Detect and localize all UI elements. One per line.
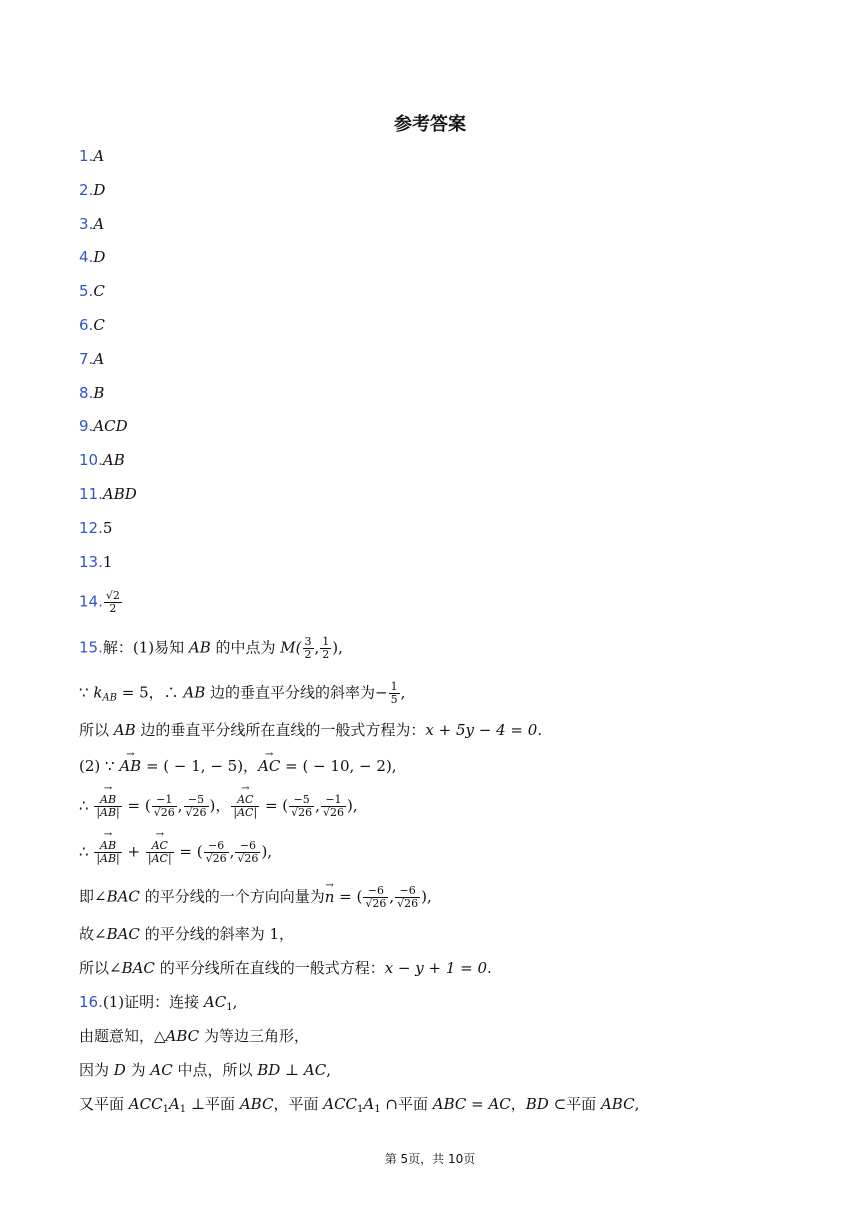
q16-line-3: 因为 D 为 AC 中点，所以 BD ⊥ AC, xyxy=(79,1061,332,1079)
q15-line-7: 即∠BAC 的平分线的一个方向向量为→ n = ( $\frac{-6}{√26}$ , $\frac{-6}{√26}$ ), xyxy=(79,885,432,910)
q15-line-8: 故∠BAC 的平分线的斜率为 1， xyxy=(79,925,295,943)
question-number: 5. xyxy=(79,282,94,301)
q15-line-3: 所以 AB 边的垂直平分线所在直线的一般式方程为：x + 5y − 4 = 0. xyxy=(79,721,543,739)
question-number: 4. xyxy=(79,248,94,267)
answer-value: C xyxy=(93,282,105,301)
page-footer: 第 5页，共 10页 xyxy=(384,1152,476,1166)
answer-row xyxy=(79,349,104,369)
q15-line-6: ∴ → $\frac{AB}{|AB|}$ + → $\frac{AC}{|AC|}$ = ( $\frac{-6}{√26}$ , $\frac{-6}{√26}$ ), xyxy=(79,840,272,865)
q15-line-2: ∵ $k_{AB} = 5$，∴ AB 边的垂直平分线的斜率为− $\frac{1}{5}$ , xyxy=(79,680,406,706)
answer-value: 1 xyxy=(102,552,113,571)
question-number: 15. xyxy=(79,638,103,657)
q15-line-9: 所以∠BAC 的平分线所在直线的一般式方程：x − y + 1 = 0. xyxy=(79,959,492,977)
question-number: 9. xyxy=(79,417,94,436)
q16-line-4: 又平面 $ACC_1A_1$ ⊥平面 ABC，平面 $ACC_1A_1$ ∩平面 ABC = AC，BD ⊂平面 ABC, xyxy=(79,1095,640,1115)
answer-value: A xyxy=(93,147,105,165)
q15-line-1: 15.解：(1)易知 AB 的中点为 M( $\frac{3}{2}$ , $\frac{1}{2}$ ), xyxy=(79,635,343,661)
question-number: 10. xyxy=(79,451,103,470)
question-number: 8. xyxy=(79,383,94,402)
question-number: 12. xyxy=(79,518,103,537)
answer-row xyxy=(79,450,125,470)
fraction: $\frac{√2}{2}$ xyxy=(105,589,120,615)
page-title: 参考答案 xyxy=(394,114,466,135)
question-number: 7. xyxy=(79,349,94,368)
answer-row xyxy=(79,518,112,538)
question-number: 3. xyxy=(79,214,94,233)
question-number: 16. xyxy=(79,993,103,1011)
q16-line-1: 16.(1)证明：连接 $AC_1$, xyxy=(79,993,238,1013)
question-number: 6. xyxy=(79,316,94,334)
answer-value: B xyxy=(93,383,105,402)
question-number: 14. xyxy=(79,592,103,611)
answer-row xyxy=(79,315,105,335)
answer-value: ACD xyxy=(93,417,128,436)
answer-row xyxy=(79,552,112,572)
answer-row xyxy=(79,416,128,436)
answer-value: A xyxy=(93,349,105,368)
answer-value: 5 xyxy=(102,518,113,537)
answer-row xyxy=(79,214,104,234)
answer-value: AB xyxy=(102,451,125,470)
answer-row xyxy=(79,247,105,267)
q15-line-5: ∴ → $\frac{AB}{|AB|}$ = ( $\frac{-1}{√26}$ , $\frac{-5}{√26}$ )， → $\frac{AC}{|AC|}$ = ( $\frac{-5}{√26}$ , $\frac{-1}{√26}$ ), xyxy=(79,794,358,819)
answer-row xyxy=(79,484,137,504)
answer-row xyxy=(79,383,104,403)
q15-line-4: (2) ∵ → AB = ( − 1, − 5)，→ AC = ( − 10, − 2), xyxy=(79,756,397,776)
answer-value: ABD xyxy=(102,485,137,503)
answer-row xyxy=(79,281,105,301)
answer-row xyxy=(79,180,105,200)
answer-row xyxy=(79,146,104,166)
question-number: 11. xyxy=(79,485,103,503)
question-number: 1. xyxy=(79,147,94,165)
answer-value: C xyxy=(93,316,105,334)
answer-14 xyxy=(79,590,123,615)
answer-value: A xyxy=(93,214,105,233)
question-number: 13. xyxy=(79,552,103,571)
q16-line-2: 由题意知，△ABC 为等边三角形， xyxy=(79,1027,309,1045)
answer-value: D xyxy=(93,180,106,199)
answer-value: D xyxy=(93,248,106,267)
question-number: 2. xyxy=(79,180,94,199)
